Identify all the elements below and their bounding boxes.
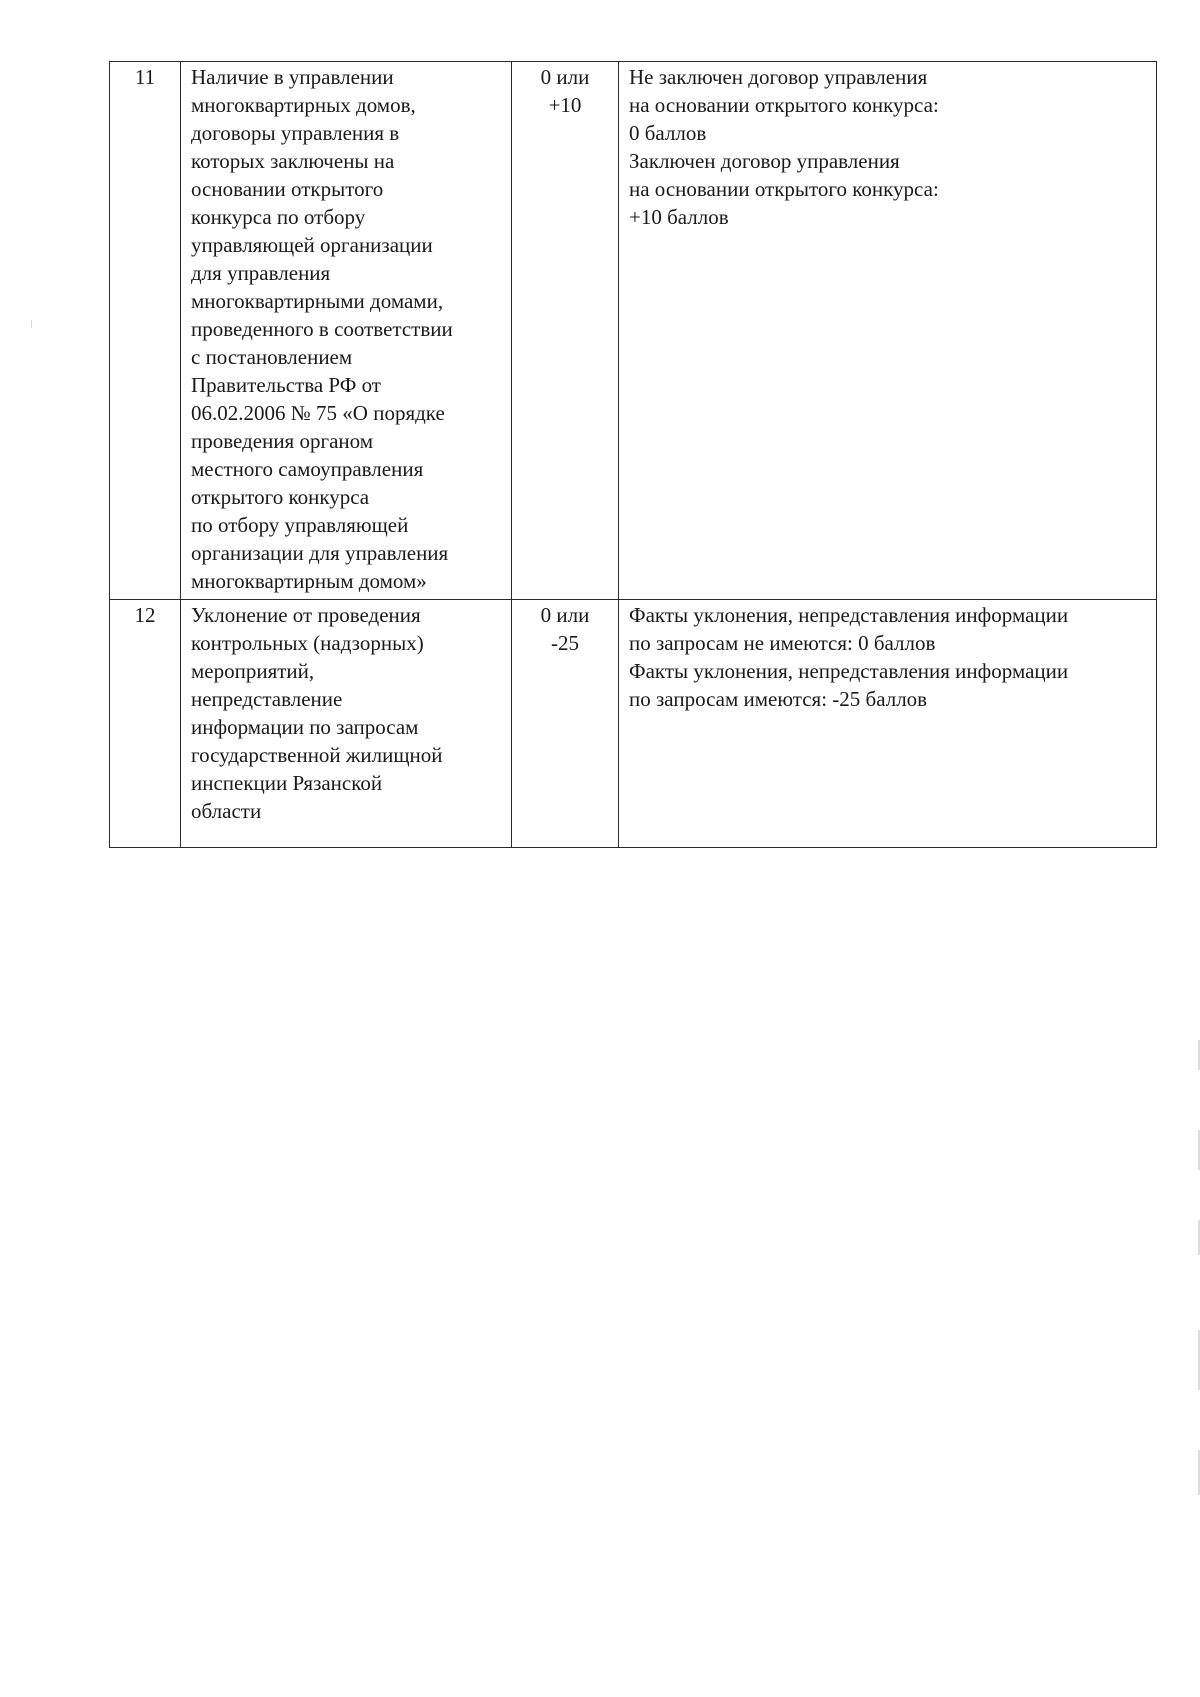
criterion-line: Наличие в управлении [191, 65, 394, 89]
criterion-line: конкурса по отбору [191, 205, 366, 229]
criterion-line: основании открытого [191, 177, 384, 201]
description-line: по запросам не имеются: 0 баллов [629, 631, 936, 655]
score-line: 0 или [540, 65, 590, 89]
criterion-line: управляющей организации [191, 233, 433, 257]
criterion-line: информации по запросам [191, 715, 419, 739]
table-row [110, 62, 1157, 600]
criterion-line: контрольных (надзорных) [191, 631, 424, 655]
criterion-line: мероприятий, [191, 659, 315, 683]
description-line: по запросам имеются: -25 баллов [629, 687, 928, 711]
criterion-line: для управления [191, 261, 331, 285]
criterion-line: инспекции Рязанской [191, 771, 383, 795]
criterion-line: с постановлением [191, 345, 353, 369]
description-line: Факты уклонения, непредставления информации [629, 603, 1069, 627]
criterion-line: многоквартирным домом» [191, 569, 427, 593]
score-line: 0 или [540, 603, 590, 627]
description-line: 0 баллов [629, 121, 707, 145]
criterion-line: государственной жилищной [191, 743, 443, 767]
criterion-cell [181, 600, 512, 848]
criterion-line: договоры управления в [191, 121, 400, 145]
description-cell [619, 600, 1157, 848]
criterion-line: многоквартирными домами, [191, 289, 444, 313]
score-line: -25 [551, 631, 579, 655]
criterion-line: которых заключены на [191, 149, 395, 173]
criterion-line: по отбору управляющей [191, 513, 409, 537]
criterion-line: 06.02.2006 № 75 «О порядке [191, 401, 445, 425]
score-line: +10 [548, 93, 582, 117]
row-number: 11 [134, 65, 156, 89]
score-cell [512, 600, 619, 848]
row-number: 12 [134, 603, 156, 627]
criterion-line: проведения органом [191, 429, 374, 453]
criterion-line: области [191, 799, 262, 823]
description-cell [619, 62, 1157, 600]
scan-artifact [31, 320, 32, 328]
description-line: Заключен договор управления [629, 149, 900, 173]
criterion-line: Уклонение от проведения [191, 603, 421, 627]
description-line: Факты уклонения, непредставления информации [629, 659, 1069, 683]
criterion-line: многоквартирных домов, [191, 93, 416, 117]
criterion-line: непредставление [191, 687, 343, 711]
criterion-line: Правительства РФ от [191, 373, 381, 397]
score-cell [512, 62, 619, 600]
description-line: на основании открытого конкурса: [629, 93, 939, 117]
criterion-line: местного самоуправления [191, 457, 424, 481]
criteria-table [109, 61, 1157, 848]
description-line: +10 баллов [629, 205, 729, 229]
description-line: Не заключен договор управления [629, 65, 928, 89]
criterion-line: проведенного в соответствии [191, 317, 453, 341]
criterion-line: открытого конкурса [191, 485, 370, 509]
table-row [110, 600, 1157, 848]
criterion-cell [181, 62, 512, 600]
row-number-cell [110, 62, 181, 600]
criterion-line: организации для управления [191, 541, 449, 565]
row-number-cell [110, 600, 181, 848]
description-line: на основании открытого конкурса: [629, 177, 939, 201]
